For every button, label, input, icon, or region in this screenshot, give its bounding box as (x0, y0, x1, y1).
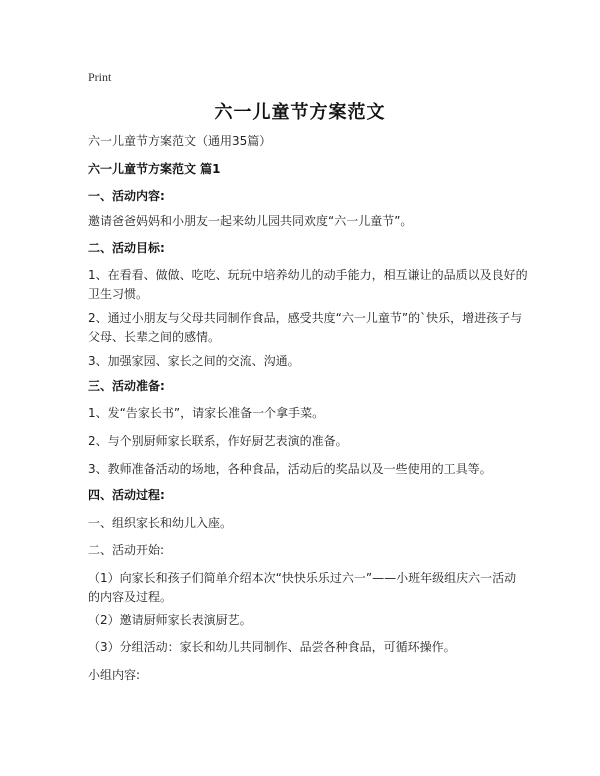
paragraph: 2、与个别厨师家长联系，作好厨艺表演的准备。 (88, 434, 348, 448)
section-heading-content: 一、活动内容: (88, 189, 165, 203)
paragraph: 二、活动开始: (88, 543, 165, 557)
paragraph: 一、组织家长和幼儿入座。 (88, 516, 233, 530)
paragraph: 小组内容: (88, 668, 141, 682)
paragraph: 1、在看看、做做、吃吃、玩玩中培养幼儿的动手能力，相互谦让的品质以及良好的卫生习惯。 (88, 268, 528, 301)
section-heading-preparation: 三、活动准备: (88, 379, 165, 393)
paragraph: 邀请爸爸妈妈和小朋友一起来幼儿园共同欢度“六一儿童节”。 (88, 214, 413, 228)
paragraph: 3、教师准备活动的场地，各种食品，活动后的奖品以及一些使用的工具等。 (88, 462, 492, 476)
part-heading: 六一儿童节方案范文 篇1 (88, 162, 221, 176)
section-heading-process: 四、活动过程: (88, 488, 165, 502)
paragraph: （3）分组活动：家长和幼儿共同制作、品尝各种食品，可循环操作。 (88, 640, 456, 654)
section-heading-goals: 二、活动目标: (88, 241, 165, 255)
paragraph: 1、发“告家长书”，请家长准备一个拿手菜。 (88, 406, 325, 420)
page-title: 六一儿童节方案范文 (214, 102, 386, 123)
subtitle: 六一儿童节方案范文（通用35篇） (88, 134, 272, 148)
paragraph: 2、通过小朋友与父母共同制作食品，感受共度“六一儿童节”的`快乐，增进孩子与父母、长辈之间的感情。 (88, 311, 523, 344)
paragraph: （2）邀请厨师家长表演厨艺。 (88, 613, 252, 627)
print-label[interactable]: Print (88, 70, 112, 84)
paragraph: （1）向家长和孩子们简单介绍本次“快快乐乐过六一”——小班年级组庆六一活动的内容及过程。 (88, 571, 517, 604)
paragraph: 3、加强家园、家长之间的交流、沟通。 (88, 354, 300, 368)
